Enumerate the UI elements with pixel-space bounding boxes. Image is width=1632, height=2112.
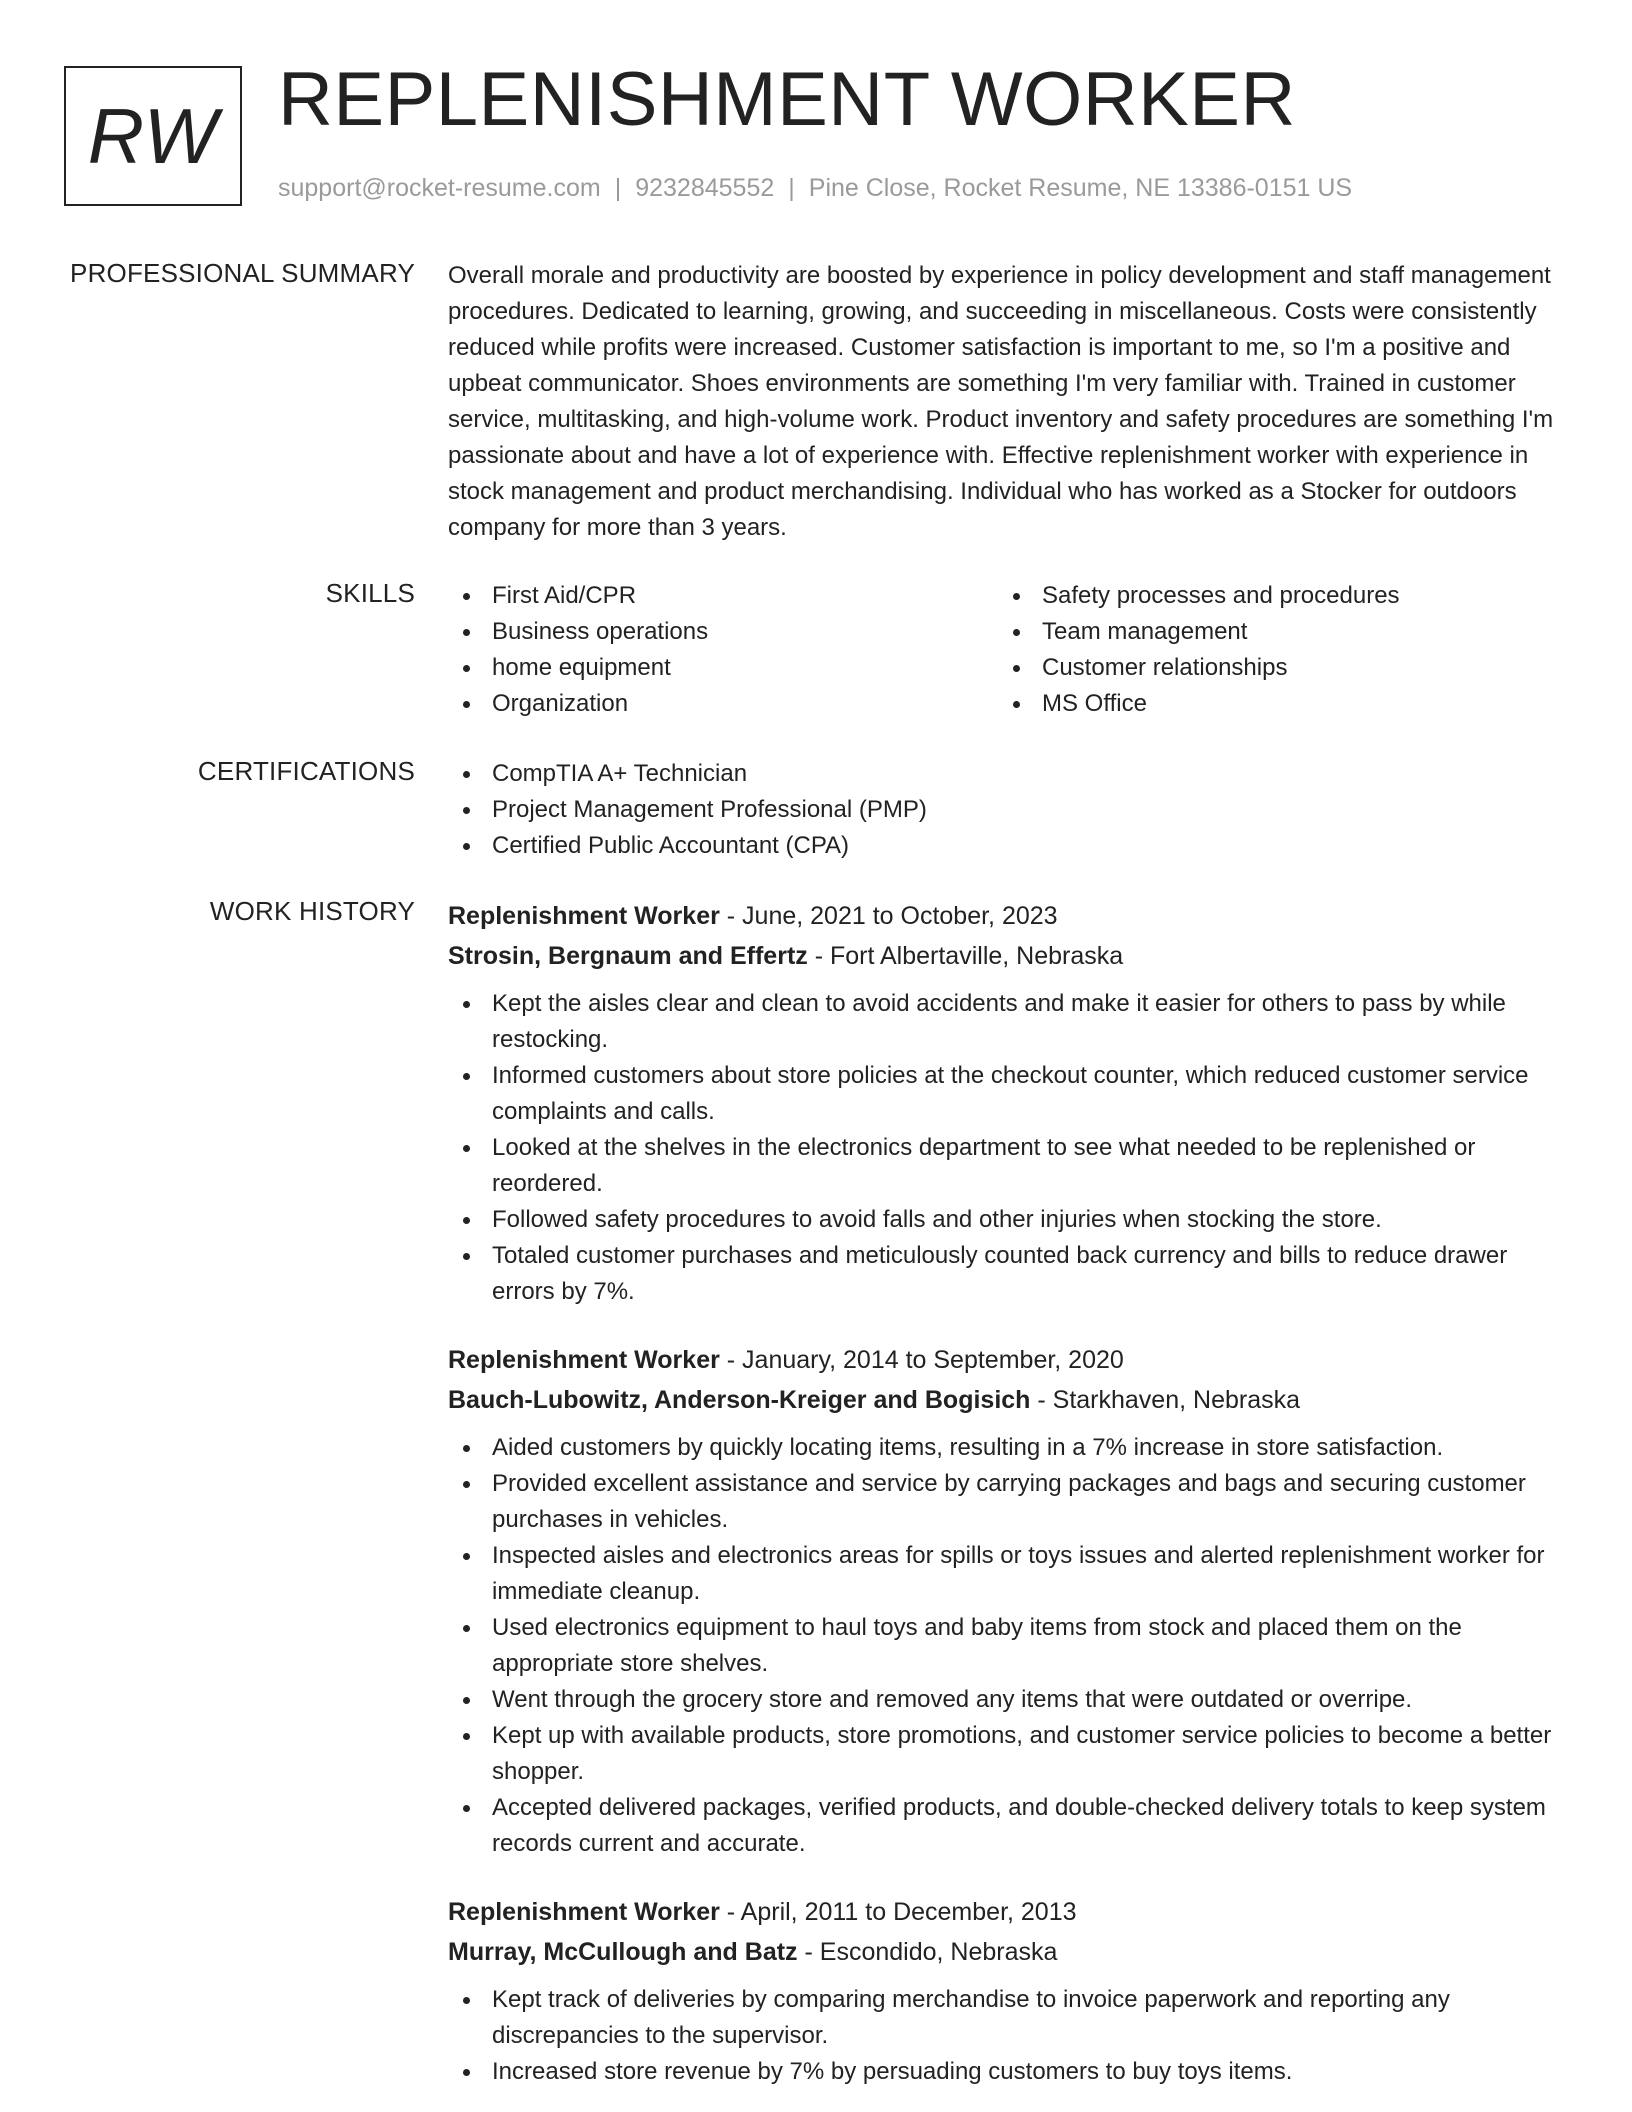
job-company-line <box>448 1380 1568 1420</box>
job-bullet: Aided customers by quickly locating items, resulting in a 7% increase in store satisfaction. <box>448 1430 1568 1466</box>
certification-item: Project Management Professional (PMP) <box>448 792 1568 828</box>
job-bullet: Provided excellent assistance and service by carrying packages and bags and securing customer purchases in vehicles. <box>448 1466 1568 1538</box>
work-history-body <box>448 896 1568 2090</box>
job-bullet: Kept up with available products, store promotions, and customer service policies to become a better shopper. <box>448 1718 1568 1790</box>
job-location: - Fort Albertaville, Nebraska <box>807 942 1124 970</box>
job-bullet: Totaled customer purchases and meticulously counted back currency and bills to reduce drawer errors by 7%. <box>448 1238 1568 1310</box>
skill-item: First Aid/CPR <box>448 578 998 614</box>
certification-item: Certified Public Accountant (CPA) <box>448 828 1568 864</box>
job-bullet: Used electronics equipment to haul toys and baby items from stock and placed them on the appropriate store shelves. <box>448 1610 1568 1682</box>
job-title-line <box>448 1340 1568 1380</box>
skill-item: Customer relationships <box>998 650 1548 686</box>
skill-item: Organization <box>448 686 998 722</box>
job-bullet: Went through the grocery store and removed any items that were outdated or overripe. <box>448 1682 1568 1718</box>
skills-title: SKILLS <box>325 578 415 608</box>
monogram-badge: RW <box>64 66 242 206</box>
job-role: Replenishment Worker <box>448 1346 720 1374</box>
skill-item: Team management <box>998 614 1548 650</box>
skill-item: Safety processes and procedures <box>998 578 1548 614</box>
job-bullet: Inspected aisles and electronics areas for spills or toys issues and alerted replenishment worker for immediate cleanup. <box>448 1538 1568 1610</box>
summary-body <box>448 258 1568 546</box>
job-company: Bauch-Lubowitz, Anderson-Kreiger and Bogisich <box>448 1386 1031 1414</box>
certification-item: CompTIA A+ Technician <box>448 756 1568 792</box>
skill-item: MS Office <box>998 686 1548 722</box>
contact-line <box>278 174 1352 203</box>
job-entry <box>448 896 1568 1310</box>
job-title-line <box>448 1892 1568 1932</box>
skills-list-left <box>448 578 998 722</box>
job-company: Strosin, Bergnaum and Effertz <box>448 942 808 970</box>
job-bullet: Kept the aisles clear and clean to avoid accidents and make it easier for others to pass by while restocking. <box>448 986 1568 1058</box>
job-bullet: Accepted delivered packages, verified products, and double-checked delivery totals to keep system records current and accurate. <box>448 1790 1568 1862</box>
certifications-list <box>448 756 1568 864</box>
job-entry <box>448 1340 1568 1862</box>
contact-address: Pine Close, Rocket Resume, NE 13386-0151 US <box>808 174 1353 202</box>
skills-body <box>448 578 1568 722</box>
skill-item: home equipment <box>448 650 998 686</box>
job-bullet: Kept track of deliveries by comparing merchandise to invoice paperwork and reporting any discrepancies to the supervisor. <box>448 1982 1568 2054</box>
contact-phone[interactable]: 9232845552 <box>635 174 775 202</box>
job-location: - Starkhaven, Nebraska <box>1030 1386 1301 1414</box>
work-history-title: WORK HISTORY <box>209 896 415 926</box>
certifications-body <box>448 756 1568 864</box>
job-entry <box>448 1892 1568 2090</box>
contact-separator: | <box>788 174 795 202</box>
certifications-title: CERTIFICATIONS <box>197 756 415 786</box>
skill-item: Business operations <box>448 614 998 650</box>
job-role: Replenishment Worker <box>448 1898 720 1926</box>
job-company-line <box>448 1932 1568 1972</box>
job-location: - Escondido, Nebraska <box>797 1938 1058 1966</box>
job-role: Replenishment Worker <box>448 902 720 930</box>
job-dates: - January, 2014 to September, 2020 <box>719 1346 1124 1374</box>
job-bullet: Looked at the shelves in the electronics department to see what needed to be replenished or reordered. <box>448 1130 1568 1202</box>
job-bullet: Followed safety procedures to avoid falls and other injuries when stocking the store. <box>448 1202 1568 1238</box>
candidate-name: REPLENISHMENT WORKER <box>278 57 1296 142</box>
resume-header <box>64 57 1574 210</box>
job-company-line <box>448 936 1568 976</box>
job-bullets <box>448 1982 1568 2090</box>
job-bullets <box>448 1430 1568 1862</box>
skills-list-right <box>998 578 1548 722</box>
summary-title: PROFESSIONAL SUMMARY <box>70 258 415 288</box>
contact-email[interactable]: support@rocket-resume.com <box>278 174 601 202</box>
job-bullet: Informed customers about store policies at the checkout counter, which reduced customer service complaints and calls. <box>448 1058 1568 1130</box>
job-title-line <box>448 896 1568 936</box>
job-company: Murray, McCullough and Batz <box>448 1938 798 1966</box>
contact-separator: | <box>614 174 622 202</box>
job-bullets <box>448 986 1568 1310</box>
job-dates: - April, 2011 to December, 2013 <box>719 1898 1077 1926</box>
job-dates: - June, 2021 to October, 2023 <box>719 902 1058 930</box>
summary-text: Overall morale and productivity are boosted by experience in policy development and staff management procedures. Dedicated to learning, growing, and succeeding in miscellaneous. Costs were consistently reduced while profits were increased. Customer satisfaction is important to me, so I'm a positive and upbeat communicator. Shoes environments are something I'm very familiar with. Trained in customer service, multitasking, and high-volume work. Product inventory and safety procedures are something I'm passionate about and have a lot of experience with. Effective replenishment worker with experience in stock management and product merchandising. Individual who has worked as a Stocker for outdoors company for more than 3 years. <box>448 262 1554 541</box>
job-bullet: Increased store revenue by 7% by persuading customers to buy toys items. <box>448 2054 1568 2090</box>
